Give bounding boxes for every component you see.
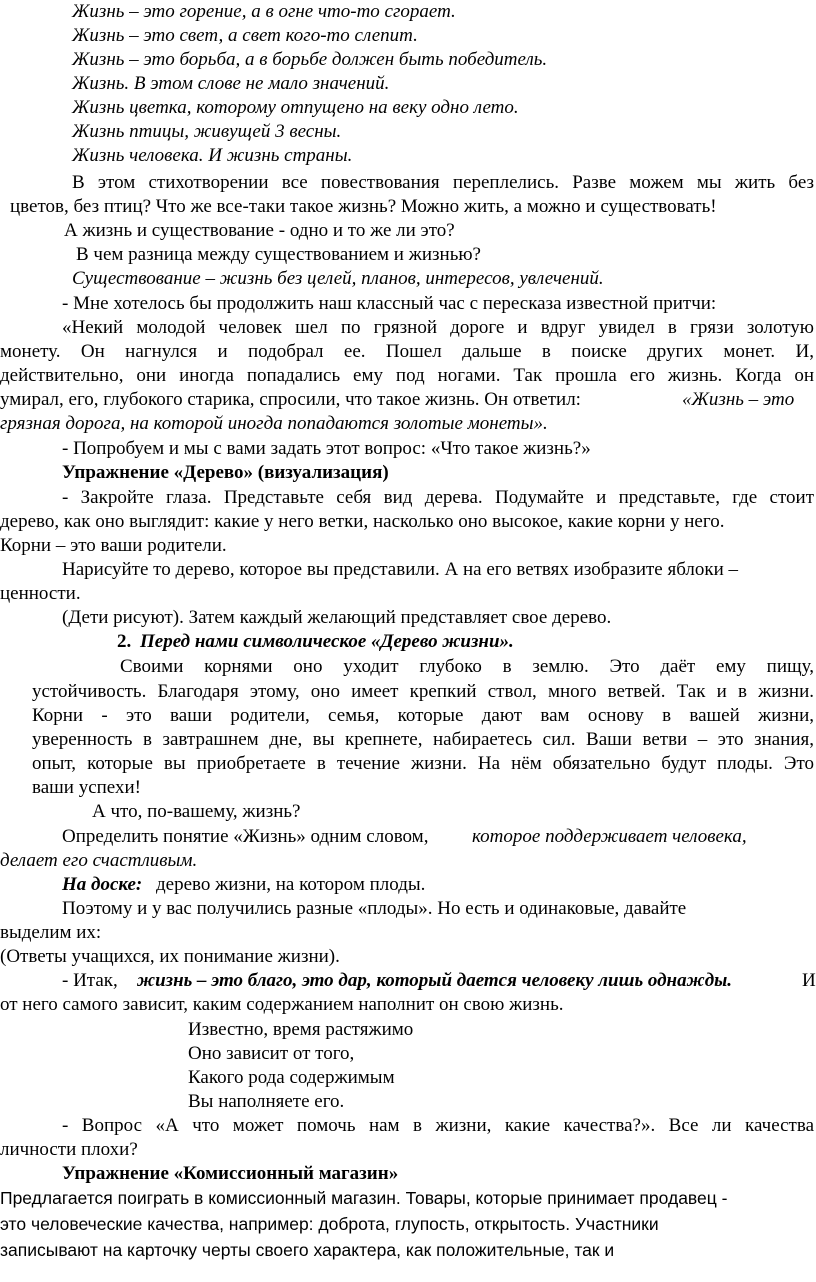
- poem-line: Жизнь цветка, которому отпущено на веку одно лето.: [72, 97, 519, 118]
- text-line: выделим их:: [0, 922, 102, 943]
- text-line: - Мне хотелось бы продолжить наш классный час с пересказа известной притчи:: [62, 293, 717, 314]
- text-line: А что, по-вашему, жизнь?: [92, 801, 301, 822]
- poem-line: Жизнь – это свет, а свет кого-то слепит.: [72, 25, 418, 46]
- text-line: Своими корнями оно уходит глубоко в землю. Это даёт ему пищу,: [120, 656, 814, 677]
- text-line: - Закройте глаза. Представьте себя вид дерева. Подумайте и представьте, где стоит: [62, 487, 814, 508]
- text-line: Корни – это ваши родители.: [0, 535, 227, 556]
- board-label: На доске:: [62, 874, 143, 895]
- text-line: Предлагается поиграть в комиссионный магазин. Товары, которые принимает продавец -: [0, 1188, 728, 1208]
- section-number: 2.: [117, 631, 132, 652]
- poem-line: Жизнь птицы, живущей 3 весны.: [72, 121, 342, 142]
- text-line: - Вопрос «А что может помочь нам в жизни, какие качества?». Все ли качества: [62, 1115, 814, 1136]
- text-line: - Итак,: [62, 970, 118, 991]
- text-line: личности плохи?: [0, 1139, 138, 1160]
- exercise-heading: Упражнение «Комиссионный магазин»: [62, 1163, 399, 1184]
- text-line: ценности.: [0, 583, 81, 604]
- exercise-heading: Упражнение «Дерево» (визуализация): [62, 462, 389, 483]
- parable-line: умирал, его, глубокого старика, спросили, что такое жизнь. Он ответил:: [0, 389, 581, 410]
- poem-line: Жизнь. В этом слове не мало значений.: [72, 73, 390, 94]
- emphasis-text: которое поддерживает человека,: [472, 826, 747, 847]
- text-line: дерево, как оно выглядит: какие у него ветки, насколько оно высокое, какие корни у него.: [0, 511, 725, 532]
- poem-line: Жизнь человека. И жизнь страны.: [72, 145, 353, 166]
- text-line: ваши успехи!: [32, 777, 141, 798]
- poem-line: Жизнь – это горение, а в огне что-то сгорает.: [72, 1, 456, 22]
- definition-line: Существование – жизнь без целей, планов, интересов, увлечений.: [72, 268, 604, 289]
- text-line: И: [802, 970, 816, 991]
- text-line: это человеческие качества, например: доброта, глупость, открытость. Участники: [0, 1214, 659, 1234]
- text-line: - Попробуем и мы с вами задать этот вопрос: «Что такое жизнь?»: [62, 438, 591, 459]
- text-line: Нарисуйте то дерево, которое вы представили. А на его ветвях изобразите яблоки –: [62, 559, 739, 580]
- text-line: дерево жизни, на котором плоды.: [156, 874, 426, 895]
- text-line: (Ответы учащихся, их понимание жизни).: [0, 946, 340, 967]
- verse-line: Какого рода содержимым: [188, 1067, 395, 1088]
- verse-line: Вы наполняете его.: [188, 1091, 345, 1112]
- parable-line: действительно, они иногда попадались ему под ногами. Так прошла его жизнь. Когда он: [0, 365, 814, 386]
- text-line: Корни - это ваши родители, семья, которые дают вам основу в вашей жизни,: [32, 705, 814, 726]
- text-line: уверенность в завтрашнем дне, вы крепнете, набираетесь сил. Ваши ветви – это знания,: [32, 729, 814, 750]
- emphasis-text: делает его счастливым.: [0, 850, 198, 871]
- text-line: Поэтому и у вас получились разные «плоды». Но есть и одинаковые, давайте: [62, 898, 687, 919]
- text-line: устойчивость. Благодаря этому, оно имеет крепкий ствол, много ветвей. Так и в жизни.: [32, 681, 814, 702]
- verse-line: Известно, время растяжимо: [188, 1019, 414, 1040]
- text-line: В чем разница между существованием и жизнью?: [76, 244, 481, 265]
- text-line: (Дети рисуют). Затем каждый желающий представляет свое дерево.: [62, 607, 612, 628]
- parable-line: «Некий молодой человек шел по грязной дороге и вдруг увидел в грязи золотую: [62, 317, 814, 338]
- text-line: А жизнь и существование - одно и то же ли это?: [64, 220, 455, 241]
- parable-line: монету. Он нагнулся и подобрал ее. Пошел дальше в поиске других монет. И,: [0, 341, 814, 362]
- text-line: В этом стихотворении все повествования переплелись. Разве можем мы жить без: [72, 172, 814, 193]
- emphasis-bold-text: жизнь – это благо, это дар, который дается человеку лишь однажды.: [137, 970, 733, 991]
- parable-quote: «Жизнь – это: [682, 389, 795, 410]
- text-line: Определить понятие «Жизнь» одним словом,: [62, 826, 429, 847]
- text-line: от него самого зависит, каким содержанием наполнит он свою жизнь.: [0, 994, 564, 1015]
- verse-line: Оно зависит от того,: [188, 1043, 355, 1064]
- parable-quote: грязная дорога, на которой иногда попадаются золотые монеты».: [0, 413, 548, 434]
- poem-line: Жизнь – это борьба, а в борьбе должен быть победитель.: [72, 49, 548, 70]
- text-line: цветов, без птиц? Что же все-таки такое жизнь? Можно жить, а можно и существовать!: [10, 196, 717, 217]
- section-heading: Перед нами символическое «Дерево жизни».: [140, 631, 514, 652]
- text-line: опыт, которые вы приобретаете в течение жизни. На нём обязательно будут плоды. Это: [32, 753, 814, 774]
- text-line: записывают на карточку черты своего характера, как положительные, так и: [0, 1240, 615, 1260]
